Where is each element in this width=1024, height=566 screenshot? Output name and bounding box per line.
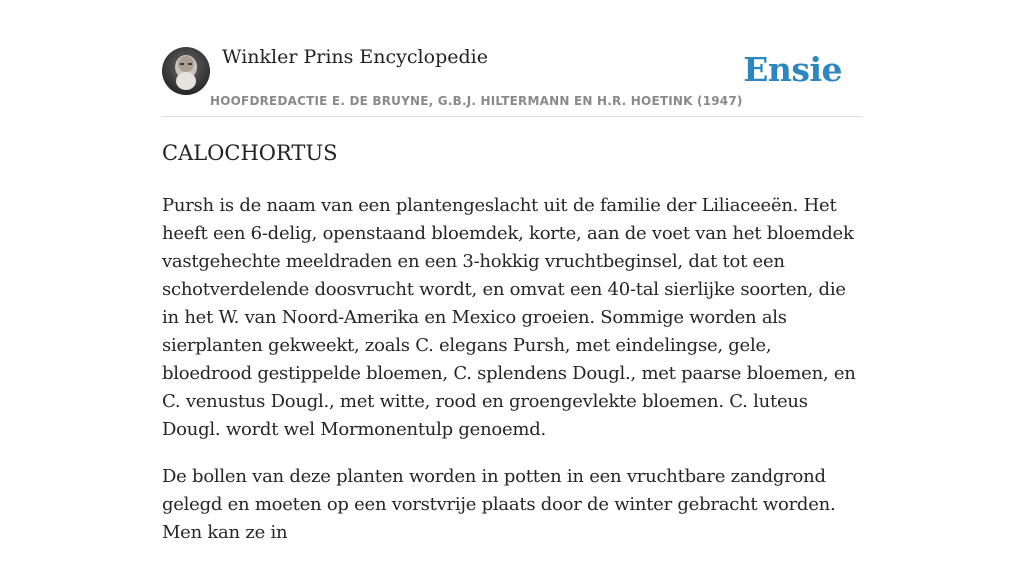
page <box>162 0 862 543</box>
author-portrait-icon[interactable] <box>162 47 210 95</box>
entry-paragraph: De bollen van deze planten worden in potten in een vruchtbare zandgrond gelegd en moeten op een vorstvrije plaats door de winter gebracht worden. Men kan ze in <box>162 466 836 543</box>
entry-title: CALOCHORTUS <box>162 141 338 165</box>
brand-logo[interactable]: Ensie <box>743 50 842 89</box>
editors-credit: HOOFDREDACTIE E. DE BRUYNE, G.B.J. HILTERMANN EN H.R. HOETINK (1947) <box>210 94 743 108</box>
entry-content <box>162 192 862 566</box>
book-title[interactable]: Winkler Prins Encyclopedie <box>222 46 488 68</box>
entry-paragraph: Pursh is de naam van een plantengeslacht uit de familie der Liliaceeën. Het heeft een 6-delig, openstaand bloemdek, korte, aan de voet van het bloemdek vastgehechte meeldraden en een 3-hokkig vruchtbeginsel, dat tot een schotverdelende doosvrucht wordt, en omvat een 40-tal sierlijke soorten, die in het W. van Noord-Amerika en Mexico groeien. Sommige worden als sierplanten gekweekt, zoals C. elegans Pursh, met eindelingse, gele, bloedrood gestippelde bloemen, C. splendens Dougl., met paarse bloemen, en C. venustus Dougl., met witte, rood en groengevlekte bloemen. C. luteus Dougl. wordt wel Mormonentulp genoemd. <box>162 195 856 440</box>
header <box>162 0 862 117</box>
